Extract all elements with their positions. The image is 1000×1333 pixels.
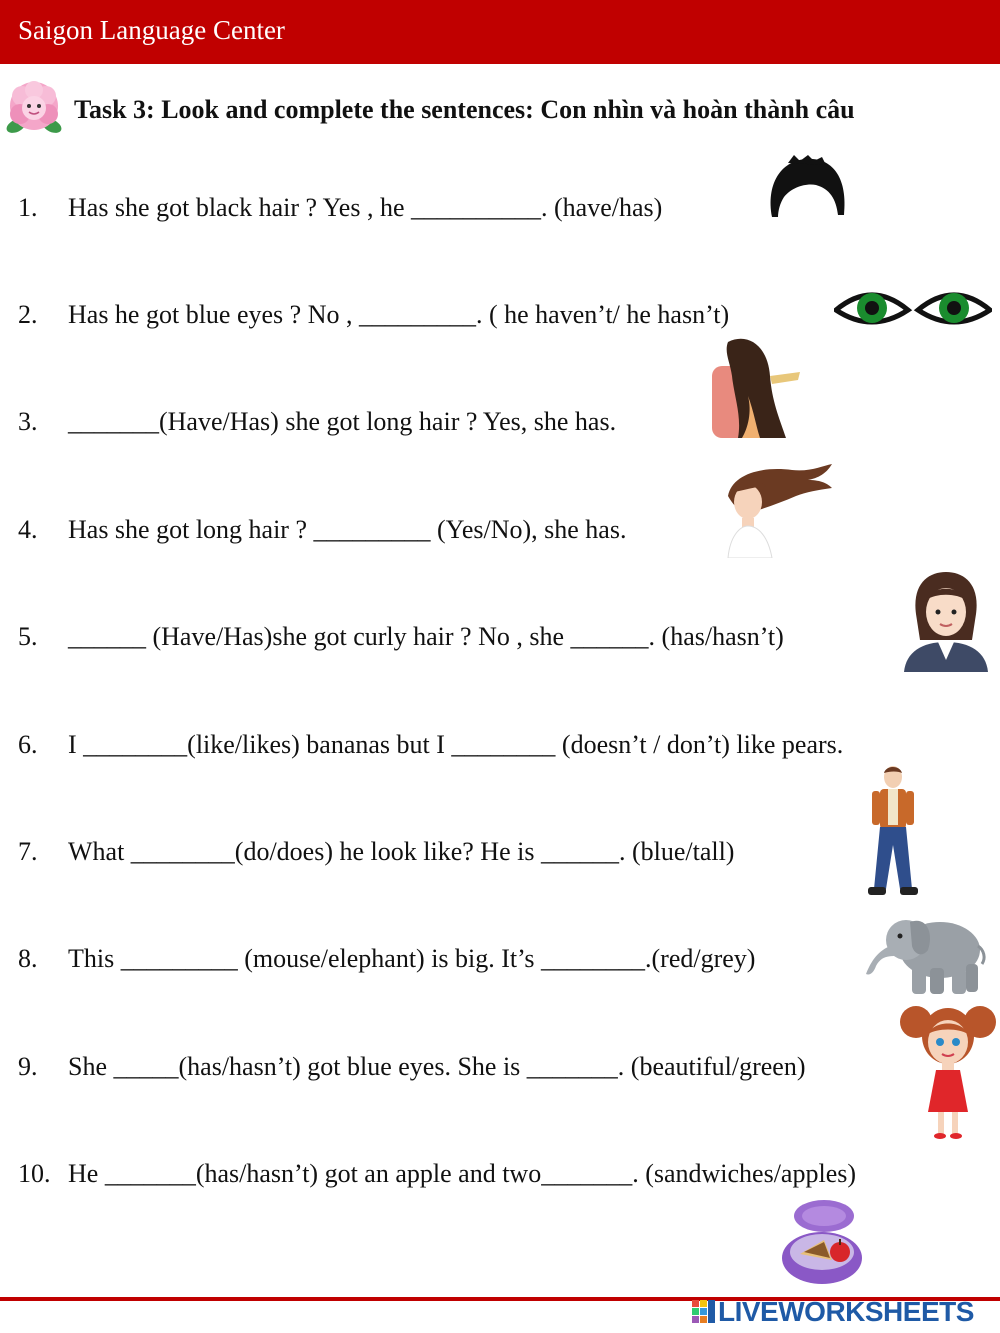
sentence-9[interactable]: [18, 1052, 805, 1082]
liveworksheets-logo: [692, 1296, 992, 1328]
sentence-text: She _____(has/hasn’t) got blue eyes. She is _______. (beautiful/green): [68, 1052, 806, 1081]
header-title: Saigon Language Center: [18, 15, 285, 45]
sentence-6[interactable]: [18, 730, 843, 760]
businesswoman-icon: [902, 570, 990, 672]
sentence-text: What ________(do/does) he look like? He is ______. (blue/tall): [68, 837, 735, 866]
item-number: 1.: [18, 193, 38, 222]
lunchbox-icon: [780, 1196, 866, 1288]
liveworksheets-wordmark: LIVEWORKSHEETS: [718, 1296, 974, 1327]
girl-red-dress-icon: [898, 1000, 998, 1142]
long-hair-woman-icon: [708, 336, 802, 438]
item-number: 10.: [18, 1159, 51, 1188]
sentence-text: _______(Have/Has) she got long hair ? Yes, she has.: [68, 407, 617, 436]
sentence-text: Has he got blue eyes ? No , _________. ( he haven’t/ he hasn’t): [68, 300, 730, 329]
task-title: Task 3: Look and complete the sentences: Con nhìn và hoàn thành câu: [74, 95, 855, 124]
elephant-icon: [864, 906, 988, 996]
sentence-2[interactable]: [18, 300, 729, 330]
sentence-text: ______ (Have/Has)she got curly hair ? No , she ______. (has/hasn’t): [68, 622, 784, 651]
sentence-3[interactable]: [18, 407, 616, 437]
black-hair-icon: [766, 155, 848, 223]
sentence-text: This _________ (mouse/elephant) is big. It’s ________.(red/grey): [68, 944, 756, 973]
item-number: 5.: [18, 622, 38, 651]
item-number: 8.: [18, 944, 38, 973]
task-heading: [0, 76, 1000, 140]
item-number: 4.: [18, 515, 38, 544]
flowing-hair-woman-icon: [722, 462, 834, 558]
sentence-10[interactable]: [18, 1159, 856, 1189]
sentence-1[interactable]: [18, 193, 662, 223]
sentence-4[interactable]: [18, 515, 626, 545]
sentence-text: I ________(like/likes) bananas but I ________ (doesn’t / don’t) like pears.: [68, 730, 844, 759]
sentence-7[interactable]: [18, 837, 734, 867]
sentence-text: Has she got black hair ? Yes , he __________. (have/has): [68, 193, 663, 222]
sentence-text: Has she got long hair ? _________ (Yes/No), she has.: [68, 515, 627, 544]
sentence-text: He _______(has/hasn’t) got an apple and two_______. (sandwiches/apples): [68, 1159, 857, 1188]
green-eyes-icon: [834, 284, 992, 334]
tall-man-icon: [862, 765, 922, 899]
liveworksheets-mark-icon: [692, 1300, 716, 1324]
item-number: 3.: [18, 407, 38, 436]
item-number: 9.: [18, 1052, 38, 1081]
sentence-8[interactable]: [18, 944, 755, 974]
item-number: 7.: [18, 837, 38, 866]
item-number: 6.: [18, 730, 38, 759]
sentence-5[interactable]: [18, 622, 784, 652]
header-bar: [0, 0, 1000, 64]
item-number: 2.: [18, 300, 38, 329]
flower-icon: [2, 76, 66, 138]
